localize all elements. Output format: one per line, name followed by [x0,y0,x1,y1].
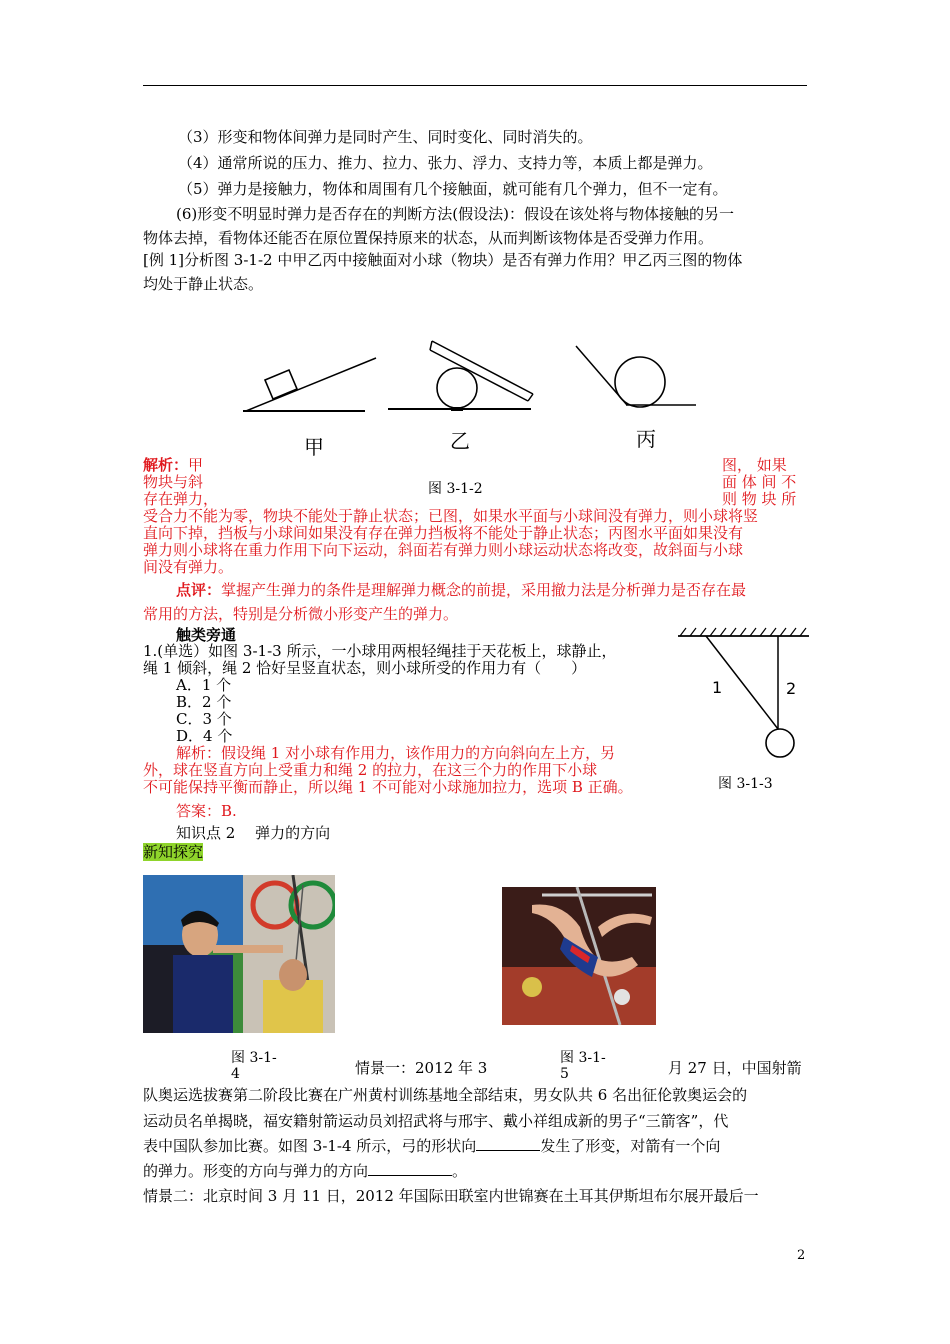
analysis-line2-left: 物块与斜 [143,473,204,491]
para-6-line2: 物体去掉，看物体还能否在原位置保持原来的状态，从而判断该物体是否受弹力作用。 [143,229,714,247]
blank-2[interactable] [368,1161,452,1176]
analysis-line6: 弹力则小球将在重力作用下向下运动，斜面若有弹力则小球运动状态将改变，故斜面与小球 [143,541,744,559]
figure-3-1-4-caption: 图 3-1- [231,1050,277,1066]
scene-line5: 的弹力。形变的方向与弹力的方向 。 [143,1162,468,1180]
example-1-line1: [例 1]分析图 3-1-2 中甲乙丙中接触面对小球（物块）是否有弹力作用？甲乙丙三图的物体 [143,251,743,269]
question-line1: 1.(单选）如图 3-1-3 所示，一小球用两根轻绳挂于天花板上，球静止， [143,642,617,660]
figure-3-1-5-caption: 图 3-1- [560,1050,606,1066]
analysis-line3-left: 存在弹力， [143,490,219,508]
figure-3-1-4-photo [143,875,335,1033]
answer: 答案：B. [176,802,237,820]
para-5: （5）弹力是接触力，物体和周围有几个接触面，就可能有几个弹力，但不一定有。 [178,180,728,198]
para-4: （4）通常所说的压力、推力、拉力、张力、浮力、支持力等，本质上都是弹力。 [178,154,713,172]
analysis-line3-right: 则 物 块 所 [722,490,797,508]
scene-1-start: 情景一：2012 年 3 [355,1059,488,1077]
fig-bing-ball-incline [576,346,696,407]
scene-line4: 表中国队参加比赛。如图 3-1-4 所示，弓的形状向 发生了形变，对箭有一个向 [143,1137,721,1155]
scene-1-end: 月 27 日，中国射箭 [668,1059,802,1077]
header-rule [143,85,807,86]
fig-jia-incline-block [243,358,376,411]
option-a: A．1 个 [176,676,232,694]
page-number: 2 [797,1248,806,1263]
rope-2-label: 2 [786,679,797,698]
figure-3-1-2 [238,336,710,464]
ball [766,729,794,757]
option-d: D．4 个 [176,727,233,745]
comment-line1: 点评：掌握产生弹力的条件是理解弹力概念的前提，采用撤力法是分析弹力是否存在最 [176,581,747,599]
blank-1[interactable] [476,1136,540,1151]
scene-line2: 队奥运选拔赛第二阶段比赛在广州黄村训练基地全部结束，男女队共 6 名出征伦敦奥运会的 [143,1086,748,1104]
example-1-line2: 均处于静止状态。 [143,275,264,293]
analysis-line7: 间没有弹力。 [143,558,234,576]
analysis-line1-right: 图， 如果 [722,456,787,474]
figure-3-1-2-caption: 图 3-1-2 [428,481,483,497]
rope-1-label: 1 [712,678,723,697]
option-b: B．2 个 [176,693,232,711]
analysis-line2-right: 面 体 间 不 [722,473,797,491]
comment-label: 点评： [176,581,222,599]
fig-jia-label: 甲 [304,435,324,459]
figure-3-1-4-caption-num: 4 [231,1066,240,1082]
analysis-label: 解析： [143,456,189,474]
para-3: （3）形变和物体间弹力是同时产生、同时变化、同时消失的。 [178,128,593,146]
figure-3-1-3-caption: 图 3-1-3 [718,776,773,792]
scene-line3: 运动员名单揭晓，福安籍射箭运动员刘招武将与邢宇、戴小祥组成新的男子“三箭客”，代 [143,1112,729,1130]
practice-heading: 触类旁通 [176,626,237,644]
option-c: C．3 个 [176,710,232,728]
solution-line2: 外，球在竖直方向上受重力和绳 2 的拉力，在这三个力的作用下小球 [143,761,598,779]
solution-line3: 不可能保持平衡而静止，所以绳 1 不可能对小球施加拉力，选项 B 正确。 [143,778,633,796]
figure-3-1-5-photo [502,887,656,1025]
new-knowledge-label: 新知探究 [143,843,204,861]
para-6-line1: (6)形变不明显时弹力是否存在的判断方法(假设法)：假设在该处将与物体接触的另一 [176,205,734,223]
knowledge-point-2: 知识点 2 弹力的方向 [176,824,331,842]
fig-yi-label: 乙 [450,429,470,453]
question-line2: 绳 1 倾斜，绳 2 恰好呈竖直状态，则小球所受的作用力有（ ） [143,659,587,677]
scene-line6: 情景二：北京时间 3 月 11 日，2012 年国际田联室内世锦赛在土耳其伊斯坦布尔展开最后一 [143,1187,759,1205]
figure-3-1-5-caption-num: 5 [560,1066,569,1082]
analysis-line5: 直向下掉，挡板与小球间如果没有存在弹力挡板将不能处于静止状态；丙图水平面如果没有 [143,524,744,542]
figure-3-1-3 [676,626,811,766]
solution-line1: 解析：假设绳 1 对小球有作用力，该作用力的方向斜向左上方，另 [176,744,616,762]
fig-yi-ball-board [388,341,533,411]
analysis-line4: 受合力不能为零，物块不能处于静止状态；已图，如果水平面与小球间没有弹力，则小球将竖 [143,507,759,525]
fig-bing-label: 丙 [636,427,656,451]
comment-line2: 常用的方法，特别是分析微小形变产生的弹力。 [143,605,459,623]
analysis-line1-left: 解析：甲 [143,456,204,474]
